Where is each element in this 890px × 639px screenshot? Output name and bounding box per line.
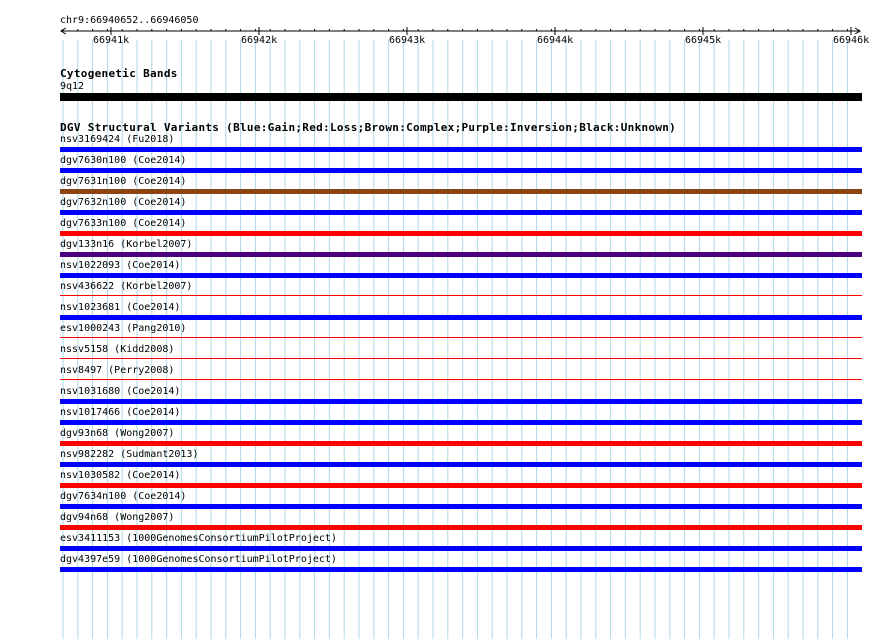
dgv-track-title: DGV Structural Variants (Blue:Gain;Red:Loss;Brown:Complex;Purple:Inversion;Black:Unknown) <box>60 121 677 134</box>
variant-bar[interactable] <box>60 483 862 488</box>
tick-label: 66942k <box>241 35 278 46</box>
variant-label[interactable]: dgv94n68 (Wong2007) <box>60 512 175 523</box>
variant-bar[interactable] <box>60 399 862 404</box>
variant-bar[interactable] <box>60 168 862 173</box>
variant-label[interactable]: nsv3169424 (Fu2018) <box>60 134 175 145</box>
variant-label[interactable]: dgv7630n100 (Coe2014) <box>60 155 187 166</box>
variant-label[interactable]: dgv4397e59 (1000GenomesConsortiumPilotProject) <box>60 554 337 565</box>
variant-label[interactable]: nssv5158 (Kidd2008) <box>60 344 175 355</box>
variant-bar[interactable] <box>60 462 862 467</box>
variant-label[interactable]: esv1000243 (Pang2010) <box>60 323 187 334</box>
ruler-coordinate: chr9:66940652..66946050 <box>60 15 199 26</box>
variant-label[interactable]: dgv93n68 (Wong2007) <box>60 428 175 439</box>
variant-bar[interactable] <box>60 210 862 215</box>
variant-label[interactable]: nsv982282 (Sudmant2013) <box>60 449 199 460</box>
variant-label[interactable]: dgv7634n100 (Coe2014) <box>60 491 187 502</box>
ruler-axis <box>0 0 890 50</box>
variant-label[interactable]: nsv8497 (Perry2008) <box>60 365 175 376</box>
variant-label[interactable]: dgv7633n100 (Coe2014) <box>60 218 187 229</box>
tick-label: 66946k <box>833 35 870 46</box>
tick-label: 66944k <box>537 35 574 46</box>
variant-label[interactable]: nsv436622 (Korbel2007) <box>60 281 193 292</box>
tick-label: 66945k <box>685 35 722 46</box>
variant-bar[interactable] <box>60 504 862 509</box>
cytoband-track-title: Cytogenetic Bands <box>60 67 178 80</box>
variant-bar[interactable] <box>60 441 862 446</box>
variant-bar[interactable] <box>60 567 862 572</box>
variant-label[interactable]: nsv1017466 (Coe2014) <box>60 407 181 418</box>
variant-bar[interactable] <box>60 420 862 425</box>
variant-label[interactable]: dgv7631n100 (Coe2014) <box>60 176 187 187</box>
cytoband-bar[interactable] <box>60 93 862 101</box>
variant-bar[interactable] <box>60 295 862 296</box>
variant-label[interactable]: esv3411153 (1000GenomesConsortiumPilotProject) <box>60 533 337 544</box>
variant-label[interactable]: dgv7632n100 (Coe2014) <box>60 197 187 208</box>
variant-bar[interactable] <box>60 337 862 338</box>
variant-label[interactable]: nsv1031680 (Coe2014) <box>60 386 181 397</box>
variant-label[interactable]: dgv133n16 (Korbel2007) <box>60 239 193 250</box>
variant-bar[interactable] <box>60 525 862 530</box>
variant-bar[interactable] <box>60 252 862 257</box>
variant-bar[interactable] <box>60 147 862 152</box>
variant-bar[interactable] <box>60 273 862 278</box>
variant-bar[interactable] <box>60 231 862 236</box>
tick-label: 66941k <box>93 35 130 46</box>
variant-bar[interactable] <box>60 358 862 359</box>
tick-label: 66943k <box>389 35 426 46</box>
variant-bar[interactable] <box>60 189 862 194</box>
variant-bar[interactable] <box>60 379 862 380</box>
cytoband-label: 9q12 <box>60 81 85 92</box>
variant-label[interactable]: nsv1030582 (Coe2014) <box>60 470 181 481</box>
variant-bar[interactable] <box>60 315 862 320</box>
variant-label[interactable]: nsv1022093 (Coe2014) <box>60 260 181 271</box>
variant-label[interactable]: nsv1023681 (Coe2014) <box>60 302 181 313</box>
variant-bar[interactable] <box>60 546 862 551</box>
